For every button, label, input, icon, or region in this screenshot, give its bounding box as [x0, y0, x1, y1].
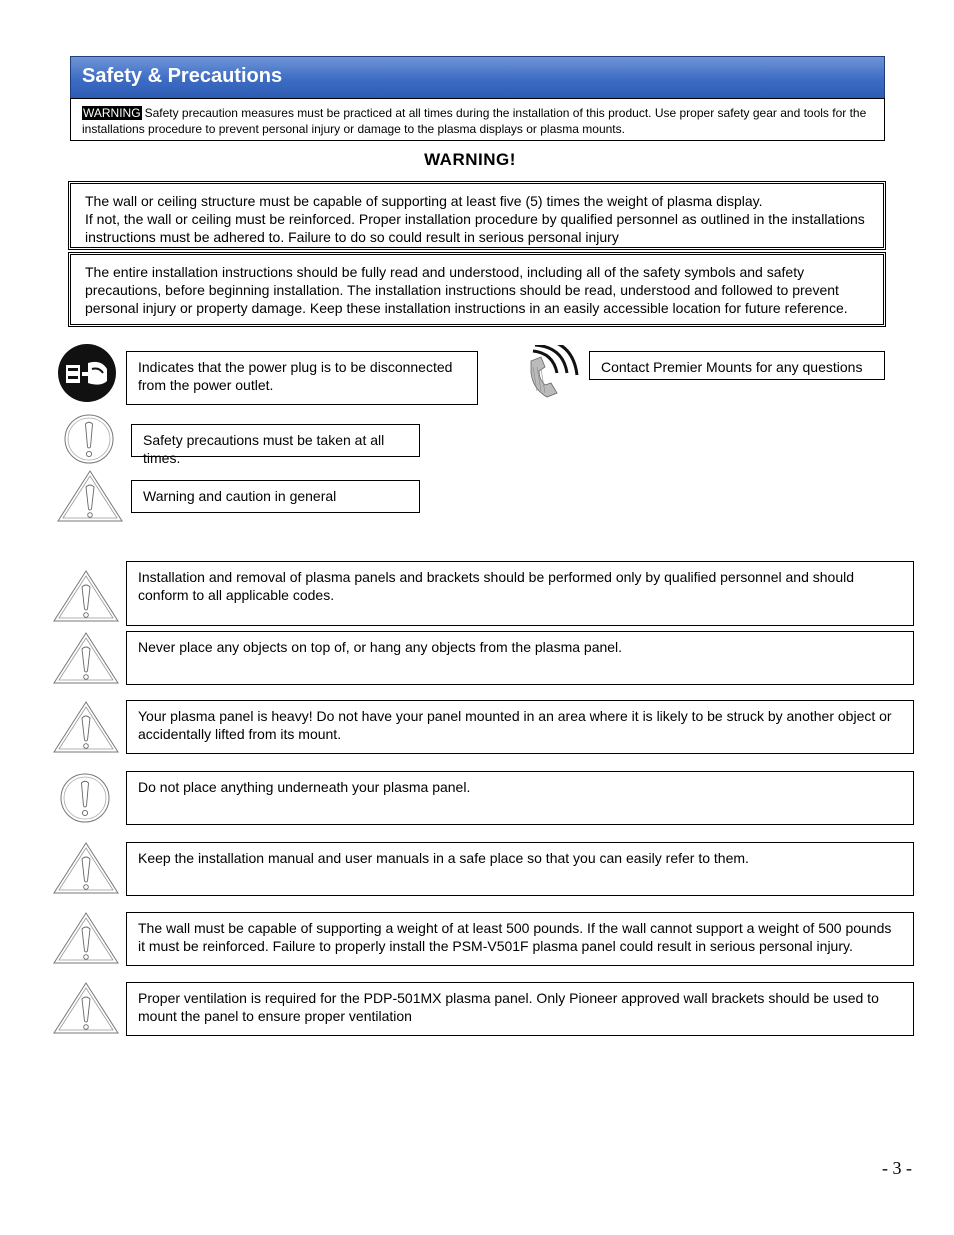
rule-panel-heavy: Your plasma panel is heavy! Do not have your panel mounted in an area where it is likely to be struck by another object or accidentally lifted from its mount.: [126, 700, 914, 754]
notice-wall-strength: [68, 181, 886, 250]
warning-triangle-icon: [52, 700, 120, 755]
rule-wall-500-pounds: The wall must be capable of supporting a weight of at least 500 pounds. If the wall cannot support a weight of 500 pounds it must be reinforced. Failure to properly install the PSM-V501F plasma panel could result in serious personal injury.: [126, 912, 914, 966]
notice-text: The entire installation instructions should be fully read and understood, including all of the safety symbols and safety precautions, before beginning installation. The installation instructions should be read, understood and followed to prevent personal injury or property damage. Keep these installation instructions in an easily accessible location for future reference.: [85, 264, 848, 316]
intro-notice: [70, 98, 885, 141]
warning-triangle-icon: [52, 569, 120, 624]
exclamation-circle-icon: [64, 414, 114, 464]
rule-keep-manuals: Keep the installation manual and user manuals in a safe place so that you can easily refer to them.: [126, 842, 914, 896]
notice-read-instructions: [68, 252, 886, 327]
phone-icon: [523, 345, 581, 403]
rule-nothing-underneath: Do not place anything underneath your plasma panel.: [126, 771, 914, 825]
notice-line: If not, the wall or ceiling must be reinforced. Proper installation procedure by qualified personnel as outlined in the installations instructions must be adhered to. Failure to do so could result in serious personal injury: [85, 211, 865, 245]
warning-tag: WARNING: [83, 106, 141, 120]
legend-contact: Contact Premier Mounts for any questions: [589, 351, 885, 380]
warning-triangle-icon: [52, 841, 120, 896]
legend-safety: Safety precautions must be taken at all times.: [131, 424, 420, 457]
warning-triangle-icon: [52, 911, 120, 966]
legend-unplug: Indicates that the power plug is to be disconnected from the power outlet.: [126, 351, 478, 405]
notice-line: The wall or ceiling structure must be capable of supporting at least five (5) times the weight of plasma display.: [85, 193, 763, 209]
warning-triangle-icon: [56, 469, 124, 524]
intro-text: Safety precaution measures must be practiced at all times during the installation of this product. Use proper safety gear and tools for the installations procedure to prevent personal injury or damage to the plasma displays or plasma mounts.: [82, 106, 867, 136]
page-number: - 3 -: [882, 1158, 912, 1178]
warning-heading: WARNING!: [424, 150, 516, 169]
rule-ventilation: Proper ventilation is required for the PDP-501MX plasma panel. Only Pioneer approved wall brackets should be used to mount the panel to ensure proper ventilation: [126, 982, 914, 1036]
warning-triangle-icon: [52, 981, 120, 1036]
unplug-icon: [57, 343, 117, 403]
section-title: Safety & Precautions: [70, 56, 885, 99]
exclamation-circle-icon: [60, 773, 110, 823]
rule-qualified-installation: Installation and removal of plasma panels and brackets should be performed only by qualified personnel and should conform to all applicable codes.: [126, 561, 914, 626]
rule-no-objects-on-top: Never place any objects on top of, or hang any objects from the plasma panel.: [126, 631, 914, 685]
warning-triangle-icon: [52, 631, 120, 686]
legend-caution: Warning and caution in general: [131, 480, 420, 513]
